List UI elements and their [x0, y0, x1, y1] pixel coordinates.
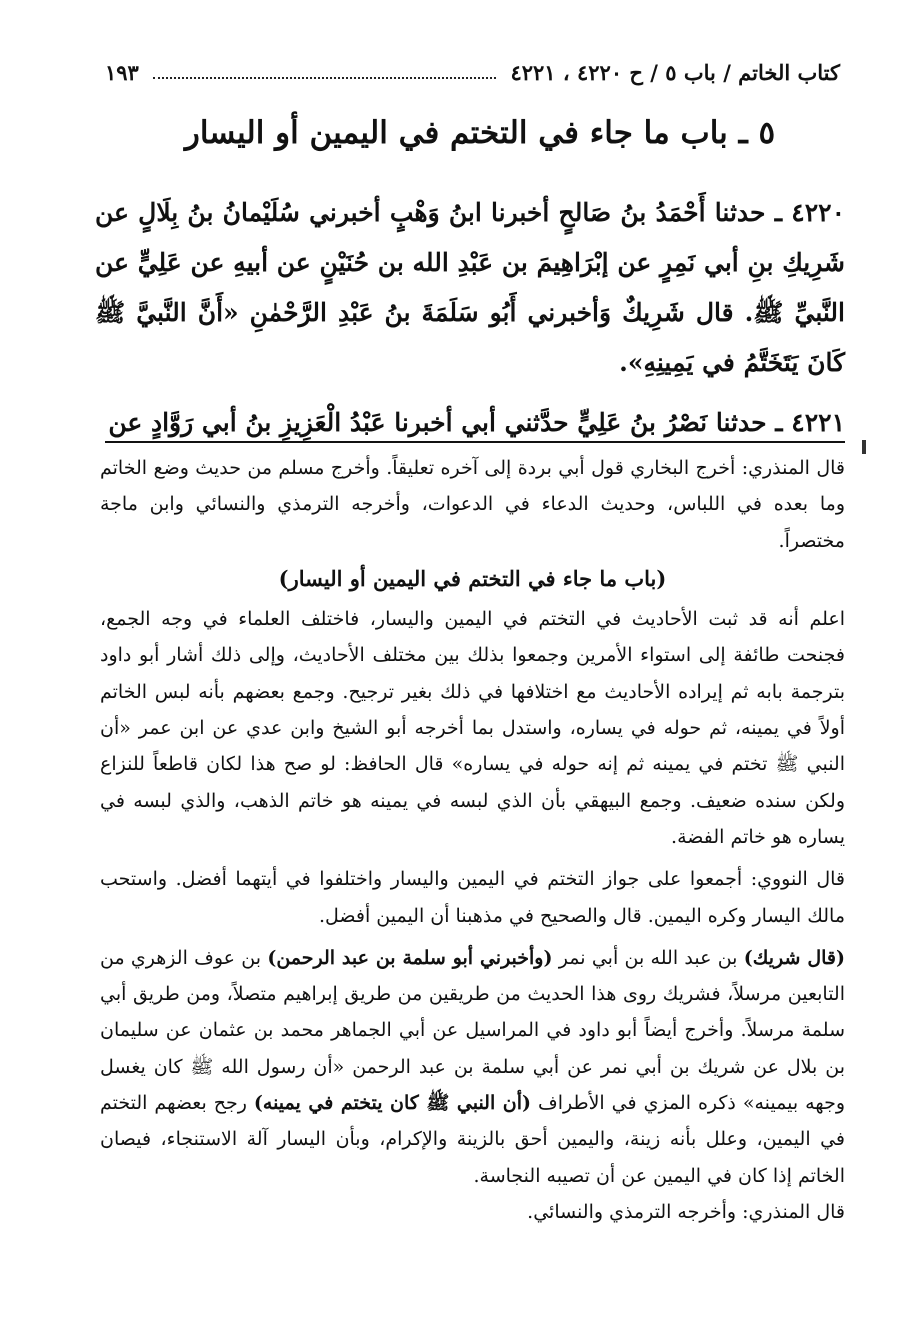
hadith-number: ٤٢٢٠: [791, 198, 845, 227]
commentary: [100, 450, 845, 1230]
header-title: كتاب الخاتم / باب ٥ / ح ٤٢٢٠ ، ٤٢٢١: [510, 59, 840, 85]
margin-mark: [862, 440, 866, 454]
quoted-phrase: (أن النبي ﷺ كان يتختم في يمينه): [253, 1092, 532, 1115]
commentary-text: بن عوف الزهري من التابعين مرسلاً، فشريك روى هذا الحديث من طريقين من طريق إبراهيم متصلاً، ومن طريق أبي سلمة مرسلاً. وأخرج أيضاً أبو داود في المراسيل عن أبي الجماهر محمد بن عثمان عن سليمان بن بلال عن شريك بن أبي نمر عن أبي سلمة بن عبد الرحمن «أن رسول الله ﷺ كان يغسل وجهه بيمينه» ذكره المزي في الأطراف: [100, 946, 845, 1115]
header-dot-leader: [153, 77, 497, 79]
commentary-paragraph: [100, 940, 845, 1194]
hadith-body: ـ حدثنا نَصْرُ بنُ عَلِيٍّ حدَّثني أبي أخبرنا عَبْدُ الْعَزِيزِ بنُ أبي رَوَّادٍ عن: [108, 408, 792, 437]
commentary-paragraph: اعلم أنه قد ثبت الأحاديث في التختم في اليمين واليسار، فاختلف العلماء في وجه الجمع، فجنحت طائفة إلى استواء الأمرين وجمعوا بذلك بين مختلف الأحاديث، وإلى ذلك أشار أبو داود بترجمة بابه ثم إيراده الأحاديث مع اختلافها في ذلك بغير ترجيح. وجمع بعضهم بأنه لبس الخاتم أولاً في يمينه، ثم حوله في يساره، واستدل بما أخرجه أبو الشيخ وابن عدي عن ابن عمر «أن النبي ﷺ تختم في يمينه ثم إنه حوله في يساره» قال الحافظ: لو صح هذا لكان قاطعاً للنزاع ولكن سنده ضعيف. وجمع البيهقي بأن الذي لبسه في يمينه هو خاتم الذهب، والذي لبسه في يساره هو خاتم الفضة.: [100, 608, 845, 848]
commentary-text: بن عبد الله بن أبي نمر: [552, 946, 744, 969]
hadith-4220: [95, 188, 845, 388]
running-header: [105, 52, 840, 92]
page-number: ١٩٣: [105, 59, 139, 85]
hadith-text: [95, 188, 845, 448]
chapter-title: ٥ ـ باب ما جاء في التختم في اليمين أو اليسار: [184, 115, 776, 151]
hadith-number: ٤٢٢١: [791, 408, 845, 437]
quoted-phrase: (قال شريك): [743, 946, 845, 969]
commentary-text: رجح بعضهم التختم في اليمين، وعلل بأنه زينة، واليمين أحق بالزينة والإكرام، وبأن اليسار آلة الاستنجاء، فيصان الخاتم إذا كان في اليمين عن أن تصيبه النجاسة.: [100, 1092, 845, 1187]
commentary-subtitle: (باب ما جاء في التختم في اليمين أو اليسار): [278, 565, 667, 591]
quoted-phrase: (وأخبرني أبو سلمة بن عبد الرحمن): [267, 946, 553, 969]
hadith-body: ـ حدثنا أَحْمَدُ بنُ صَالحٍ أخبرنا ابنُ وَهْبٍ أخبرني سُلَيْمانُ بنُ بِلَالٍ عن شَرِيكِ بنِ أبي نَمِرٍ عن إبْرَاهِيمَ بن عَبْدِ الله بن حُنَيْنٍ عن أبيهِ عن عَلِيٍّ عن النَّبيِّ ﷺ. قال شَرِيكٌ وَأخبرني أَبُو سَلَمَةَ بنُ عَبْدِ الرَّحْمٰنِ «أَنَّ النَّبيَّ ﷺ كَانَ يَتَخَتَّمُ في يَمِينِهِ».: [95, 198, 845, 377]
commentary-paragraph: قال النووي: أجمعوا على جواز التختم في اليمين واليسار واختلفوا في أيتهما أفضل. واستحب مالك اليسار وكره اليمين. قال والصحيح في مذهبنا أن اليمين أفضل.: [100, 868, 845, 927]
footnote-divider: [105, 441, 845, 443]
commentary-paragraph: قال المنذري: أخرج البخاري قول أبي بردة إلى آخره تعليقاً. وأخرج مسلم من حديث وضع الخاتم وما بعده في اللباس، وحديث الدعاء في الدعوات، وأخرجه الترمذي والنسائي وابن ماجة مختصراً.: [100, 457, 845, 552]
commentary-paragraph: قال المنذري: وأخرجه الترمذي والنسائي.: [527, 1200, 845, 1223]
